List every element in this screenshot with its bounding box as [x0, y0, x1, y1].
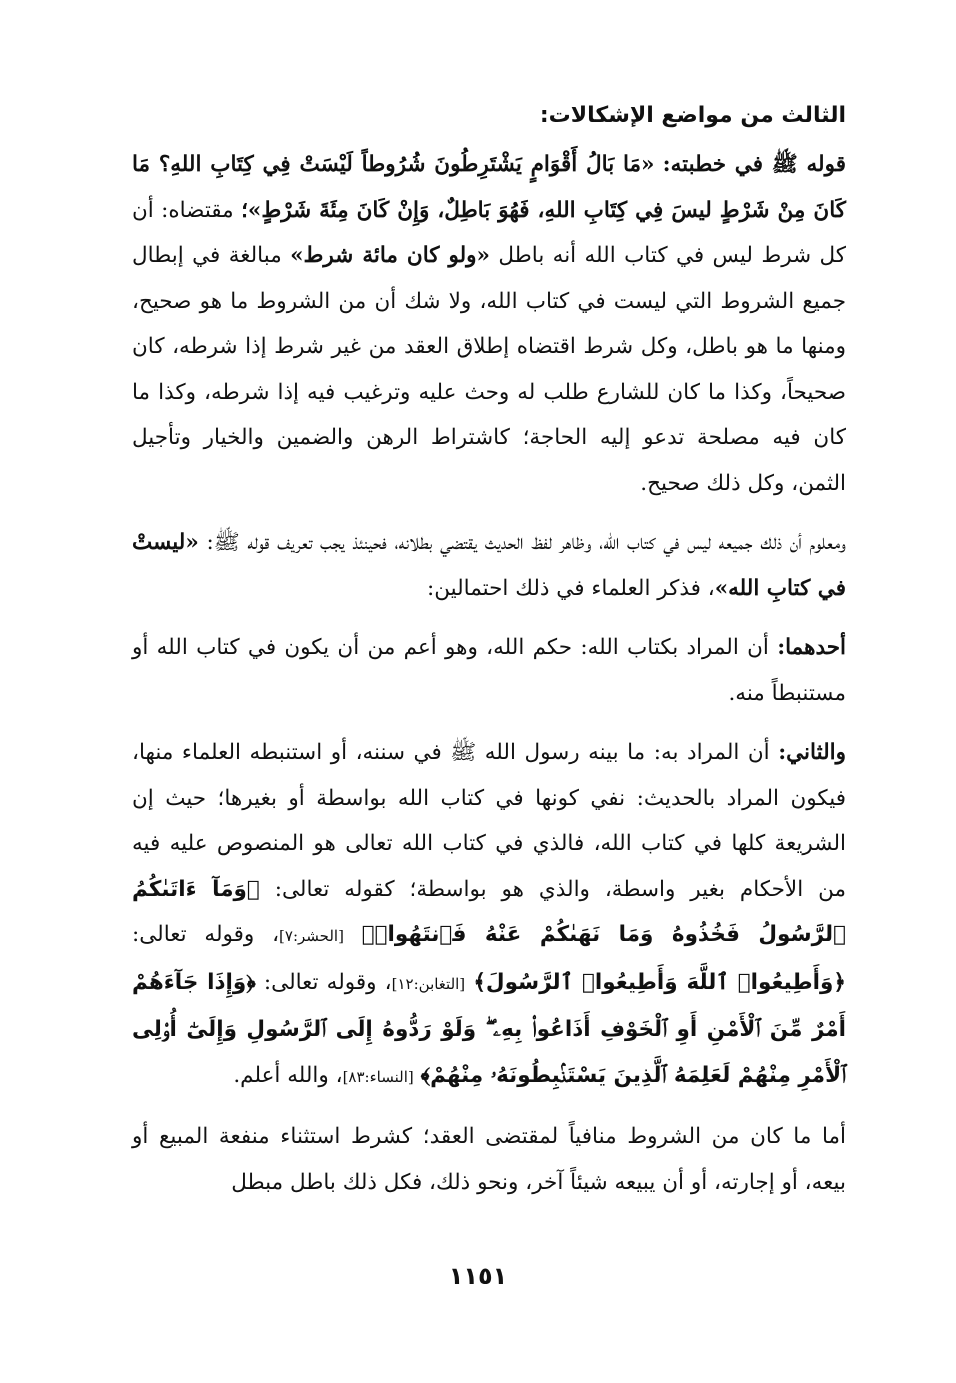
paragraph-4	[132, 730, 846, 1100]
paragraph-2-quote: «ليستْ في كتابِ الله»	[132, 530, 846, 601]
paragraph-5-text: أما ما كان من الشروط منافياً لمقتضى العقد؛ كشرط استثناء منفعة المبيع أو بيعه، أو إجارته، أو أن يبيعه شيئاً آخر، ونحو ذلك، فكل ذلك باطل مبطل	[132, 1124, 846, 1195]
paragraph-3-lead: أحدهما:	[777, 635, 846, 660]
paragraph-1	[132, 142, 846, 506]
paragraph-4-text-b: ، وقوله تعالى:	[132, 922, 280, 947]
verse-reference-2: [التغابن:١٢]	[391, 974, 466, 993]
verse-reference-3: [النساء:٨٣]	[342, 1067, 414, 1086]
paragraph-1-text-b: مبالغة في إبطال جميع الشروط التي ليست في كتاب الله، ولا شك أن من الشروط ما هو صحيح، ومنها ما هو باطل، وكل شرط اقتضاه إطلاق العقد من غير شرط إذا شرطه، كان صحيحاً، وكذا ما كان للشارع طلب له وحث عليه وترغيب فيه إذا شرطه، وكذا ما كان فيه مصلحة تدعو إليه الحاجة؛ كاشتراط الرهن والضمين والخيار وتأجيل الثمن، وكل ذلك صحيح.	[132, 243, 846, 496]
paragraph-3-text: أن المراد بكتاب الله: حكم الله، وهو أعم من أن يكون في كتاب الله أو مستنبطاً منه.	[132, 635, 846, 706]
paragraph-4-lead: والثاني:	[778, 740, 846, 765]
page-number: ١١٥١	[448, 1262, 508, 1290]
paragraph-2-text-a: ومعلوم أن ذلك جميعه ليس في كتاب الله، وظاهر لفظ الحديث يقتضي بطلانه، فحينئذ يجب تعريف قوله ﷺ:	[206, 530, 846, 555]
quran-verse-2: ﴿وَأَطِيعُوا۟ ٱللَّهَ وَأَطِيعُوا۟ ٱلرَّسُولَ﴾	[473, 969, 846, 995]
quran-verse-3: ﴿وَإِذَا جَآءَهُمْ أَمْرٌ مِّنَ ٱلْأَمْنِ أَوِ ٱلْخَوْفِ أَذَاعُوا۟ بِهِۦ ۖ وَلَوْ رَدُّوهُ إِلَى ٱلرَّسُولِ وَإِلَىٰٓ أُو۟لِى ٱلْأَمْرِ مِنْهُمْ لَعَلِمَهُ ٱلَّذِينَ يَسْتَنۢبِطُونَهُۥ مِنْهُمْ﴾	[132, 969, 846, 1088]
quran-verse-1: ﴿وَمَآ ءَاتَىٰكُمُ ٱلرَّسُولُ فَخُذُوهُ وَمَا نَهَىٰكُمْ عَنْهُ فَٱنتَهُوا۟﴾	[132, 876, 847, 947]
paragraph-4-text-a: أن المراد به: ما بينه رسول الله ﷺ في سننه، أو استنبطه العلماء منها، فيكون المراد بالحديث: نفي كونها في كتاب الله بواسطة أو بغيرها؛ حيث إن الشريعة كلها في كتاب الله، فالذي في كتاب الله تعالى هو المنصوص عليه فيه من الأحكام بغير واسطة، والذي هو بواسطة؛ كقوله تعالى:	[132, 740, 846, 902]
paragraph-1-text-a: مقتضاه: أن كل شرط ليس في كتاب الله أنه باطل	[132, 197, 846, 268]
paragraph-1-lead: قوله ﷺ في خطبته:	[662, 152, 846, 177]
verse-reference-1: [الحشر:٧]	[279, 927, 344, 945]
section-heading: الثالث من مواضع الإشكالات:	[539, 103, 846, 128]
paragraph-4-text-c: ، وقوله تعالى:	[263, 969, 392, 995]
paragraph-3	[132, 625, 846, 716]
paragraph-2-text-b: ، فذكر العلماء في ذلك احتمالين:	[427, 575, 715, 601]
paragraph-1-quote: «ولو كان مائة شرط»	[290, 243, 490, 268]
paragraph-2	[132, 520, 846, 611]
paragraph-4-text-d: ، والله أعلم.	[233, 1062, 343, 1088]
hadith-quote: «مَا بَالُ أَقْوَامٍ يَشْتَرِطُونَ شُرُوطاً لَيْسَتْ فِي كِتَابِ اللهِ؟ مَا كَانَ مِنْ شَرْطٍ ليسَ فِي كِتَابِ اللهِ، فَهُوَ بَاطِلٌ، وَإِنْ كَانَ مِئَةَ شَرْطٍ»؛	[132, 152, 846, 223]
paragraph-5	[132, 1114, 846, 1205]
page-body	[132, 92, 846, 1219]
